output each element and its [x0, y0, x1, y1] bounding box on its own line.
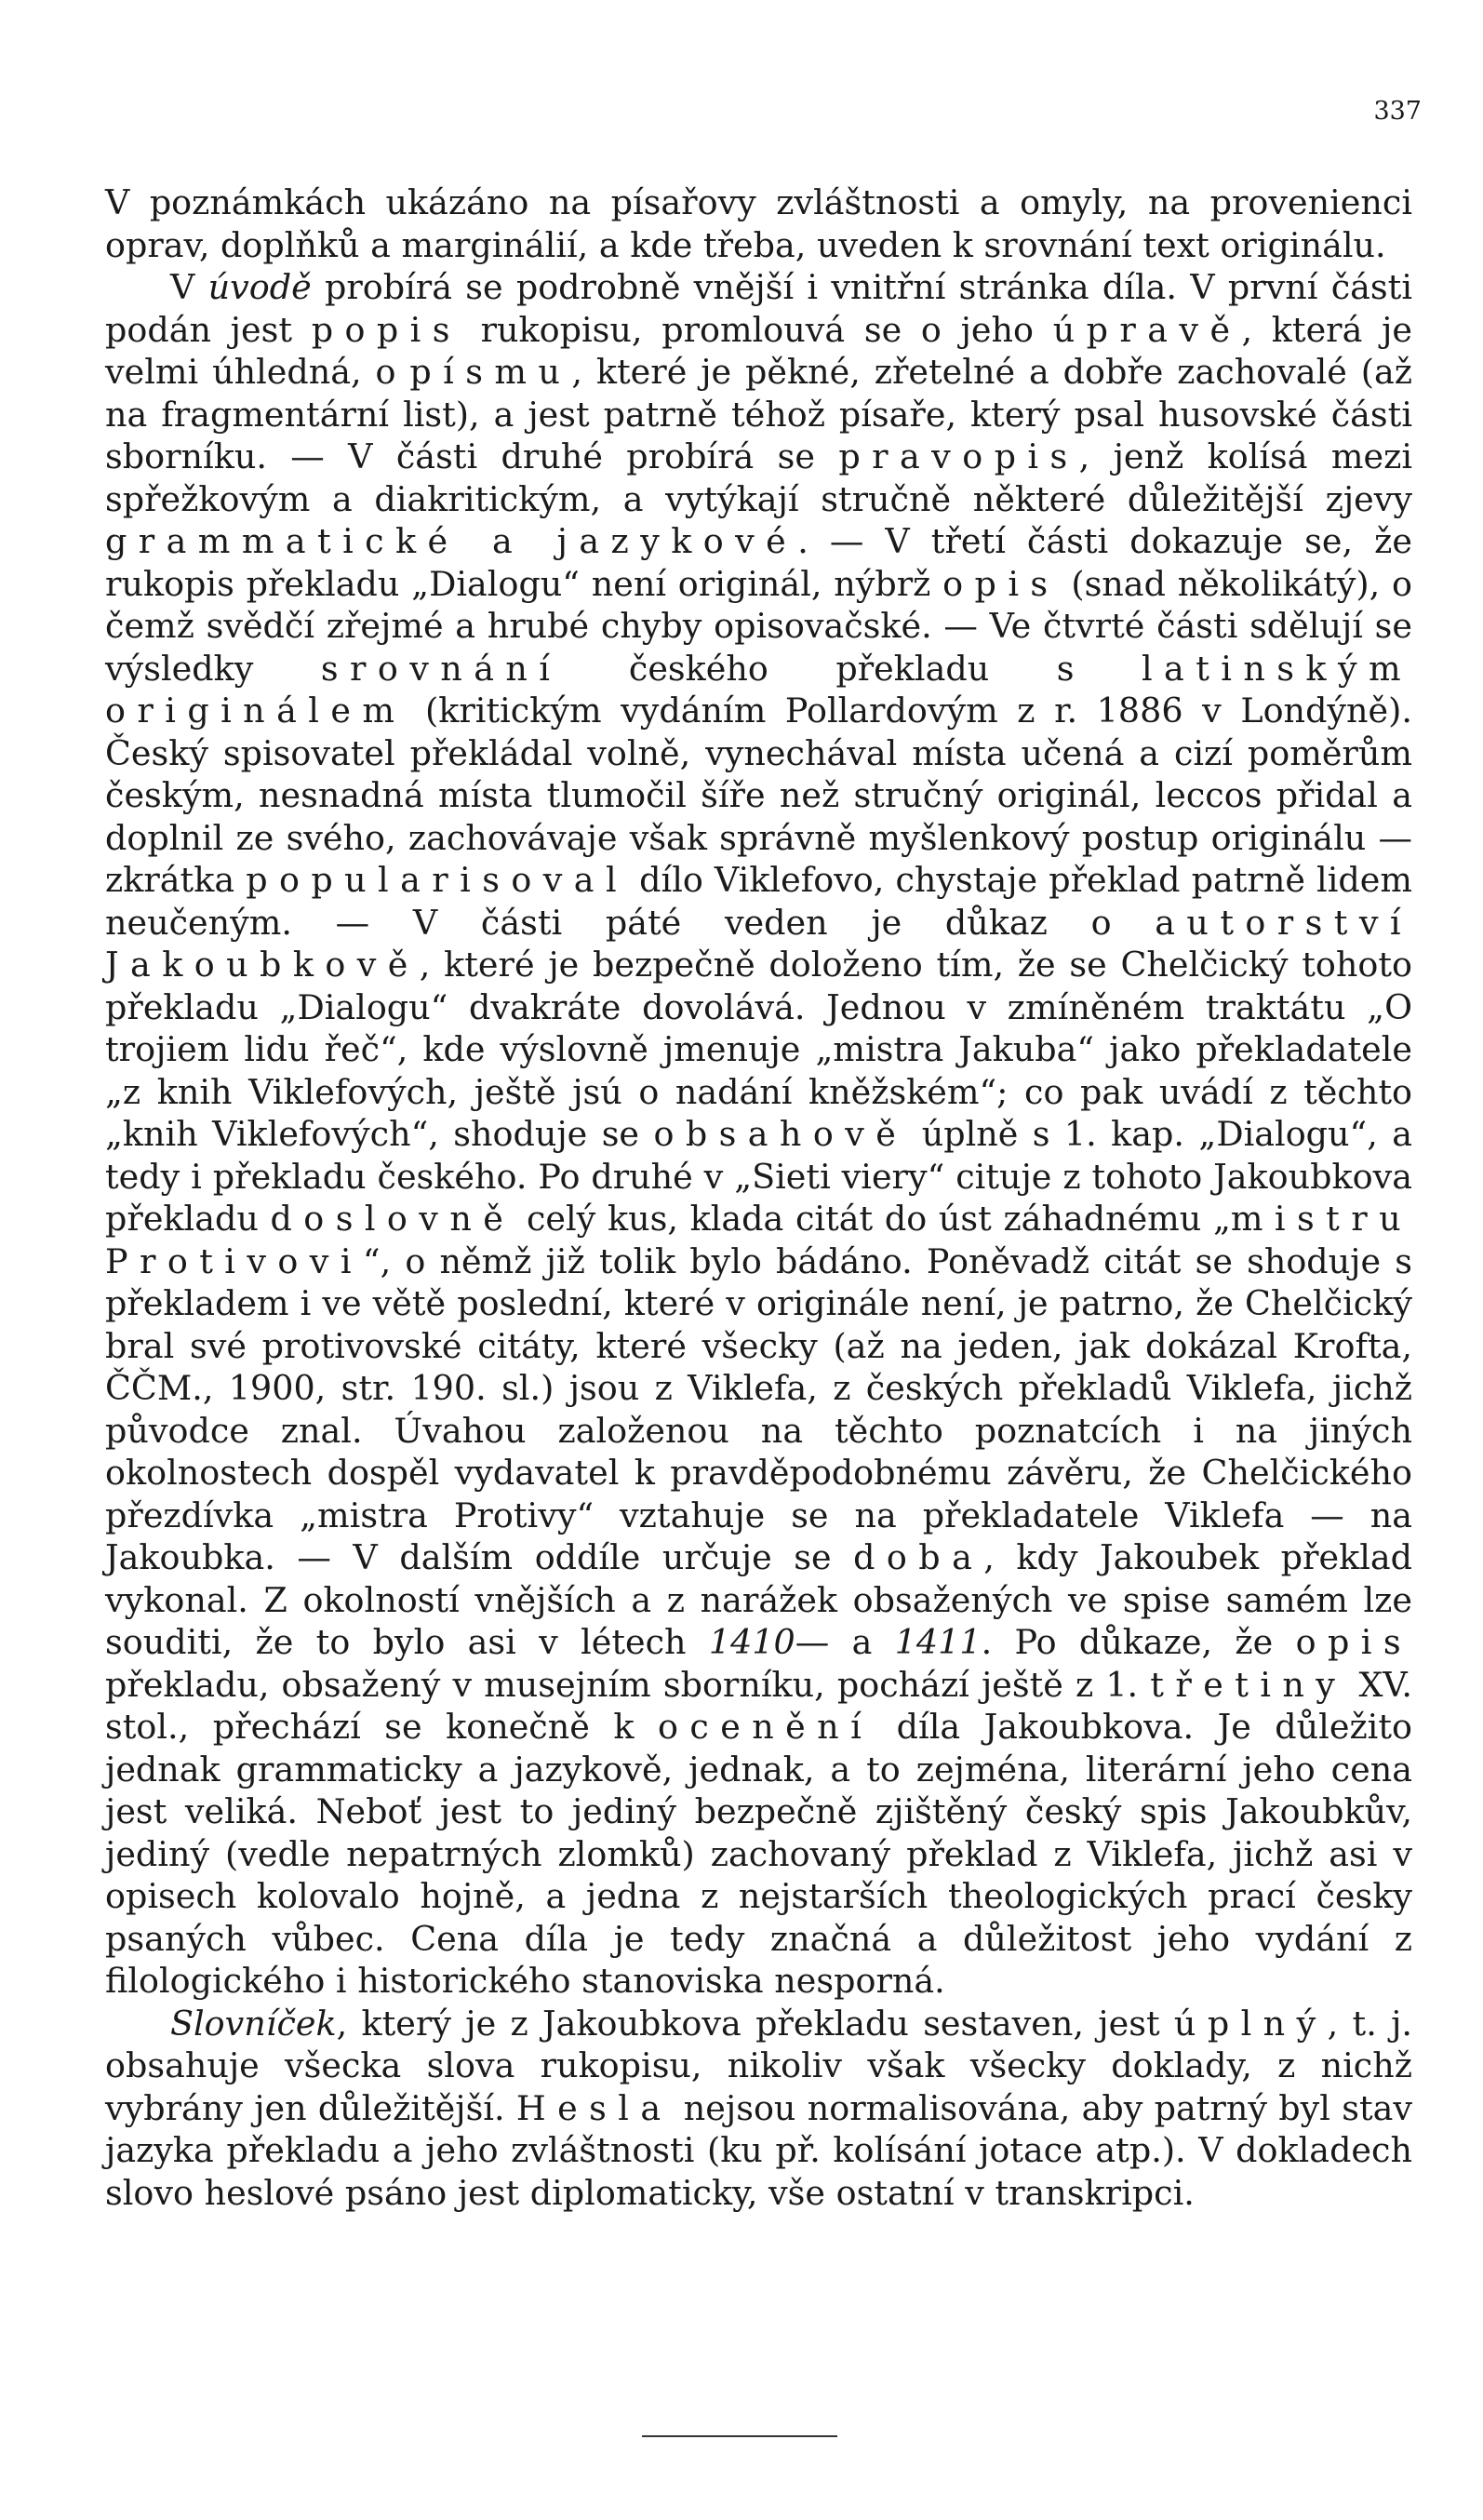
paragraph: [105, 266, 1412, 2003]
text-run: , která je velmi úhledná, o: [105, 309, 1412, 392]
text-run: XV. stol., přechází se konečně k: [105, 1664, 1413, 1747]
text-run: (kritickým vydáním Pollardovým z r. 1886 v Londýně). Český spisovatel překládal volně, vynechával místa učená a cizí poměrům českým, nesnadná místa tlumočil šíře než stručný originál, leccos přidal a doplnil ze svého, zachovávaje však správně myšlenkový postup originálu — zkrátka: [105, 690, 1412, 900]
text-run: nejsou normalisována, aby patrný byl stav jazyka překladu a jeho zvláštnosti (ku př. kolísání jotace atp.). V dokladech slovo heslové psáno jest diplomaticky, vše ostatní v transkripci.: [105, 2087, 1412, 2213]
emphasis-spaced: opis: [942, 563, 1060, 604]
text-run: , kdy Jakoubek překlad vykonal. Z okolností vnějších a z narážek obsažených ve spise samém lze souditi, že to bylo asi v létech: [105, 1537, 1412, 1662]
emphasis-spaced: písmu: [409, 352, 572, 392]
text-run: dílo Viklefovo, chystaje překlad patrně lidem neučeným. — V části páté veden je důkaz o: [105, 860, 1412, 943]
text-run: , který je z Jakoubkova překladu sestaven, jest: [336, 2003, 1174, 2044]
emphasis-spaced: doba: [853, 1537, 984, 1577]
emphasis-italic: 1411: [894, 1622, 982, 1662]
emphasis-spaced: pravopis: [838, 436, 1079, 476]
emphasis-spaced: třetiny: [1150, 1664, 1347, 1705]
text-run: , které je pěkné, zřetelné a dobře zachovalé (až na fragmentární list), a jest patrně téhož písaře, který psal husovské části sborníku. — V části druhé probírá se: [105, 352, 1412, 476]
text-run: “, o němž již tolik bylo bádáno. Poněvadž citát se shoduje s překladem i ve větě poslední, které v originále není, je patrno, že Chelčický bral své protivovské citáty, které všecky (až na jeden, jak dokázal Krofta, ČČM., 1900, str. 190. sl.) jsou z Viklefa, z českých překladů Viklefa, jichž původce znal. Úvahou založenou na těchto poznatcích i na jiných okolnostech dospěl vydavatel k pravděpodobnému závěru, že Chelčického přezdívka „mistra Protivy“ vztahuje se na překladatele Viklefa — na Jakoubka. — V dalším oddíle určuje se: [105, 1240, 1412, 1577]
emphasis-spaced: opis: [1295, 1622, 1412, 1662]
paragraph: [105, 181, 1412, 266]
page-number: 337: [1373, 97, 1422, 126]
text-run: V poznámkách ukázáno na písařovy zvláštnosti a omyly, na provenienci oprav, doplňků a marginálií, a kde třeba, uveden k srovnání text originálu.: [105, 182, 1412, 265]
emphasis-spaced: srovnání: [320, 648, 562, 689]
emphasis-italic: 1410: [708, 1622, 795, 1662]
emphasis-italic: úvodě: [207, 267, 312, 307]
article-body: [105, 181, 1412, 2214]
emphasis-spaced: autorství Jakoubkově: [105, 902, 1412, 985]
text-run: , které je bezpečně doloženo tím, že se Chelčický tohoto překladu „Dialogu“ dvakráte dovolává. Jednou v zmíněném traktátu „O trojiem lidu řeč“, kde výslovně jmenuje „mistra Jakuba“ jako překladatele „z knih Viklefových, ještě jsú o nadání kněžském“; co pak uvádí z těchto „knih Viklefových“, shoduje se: [105, 945, 1412, 1154]
text-run: — a: [795, 1622, 895, 1662]
emphasis-spaced: mistru Protivovi: [105, 1199, 1412, 1281]
paragraph: [105, 2003, 1412, 2215]
text-run: V: [170, 267, 208, 307]
emphasis-spaced: ocenění: [657, 1707, 874, 1747]
emphasis-spaced: obsahově: [653, 1114, 908, 1154]
text-run: díla Jakoubkova. Je důležito jednak grammaticky a jazykově, jednak, a to zejména, literární jeho cena jest veliká. Neboť jest to jediný bezpečně zjištěný český spis Jakoubkův, jediný (vedle nepatrných zlomků) zachovaný překlad z Viklefa, jichž asi v opisech kolovalo hojně, a jedna z nejstarších theologických prací česky psaných vůbec. Cena díla je tedy značná a důležitost jeho vydání z filologického i historického stanoviska nesporná.: [105, 1707, 1412, 2001]
emphasis-spaced: grammatické a jazykové: [105, 521, 798, 561]
emphasis-spaced: popis: [311, 309, 461, 350]
text-run: překladu, obsažený v musejním sborníku, pochází ještě z 1.: [105, 1664, 1151, 1705]
emphasis-italic: Slovníček: [170, 2003, 337, 2044]
text-run: probírá se podrobně vnější i vnitřní stránka díla. V první části podán jest: [105, 267, 1412, 350]
text-run: (snad několikátý), o čemž svědčí zřejmé a hrubé chyby opisovačské. — Ve čtvrté části sdělují se výsledky: [105, 563, 1412, 689]
emphasis-spaced: Hesla: [515, 2087, 673, 2128]
text-run: úplně s 1. kap. „Dialogu“, a tedy i překladu českého. Po druhé v „Sieti viery“ cituje z tohoto Jakoubkova překladu: [105, 1114, 1412, 1239]
text-run: českého překladu s: [561, 648, 1142, 689]
text-run: , t. j. obsahuje všecka slova rukopisu, nikoliv však všecky doklady, z nichž vybrány jen důležitější.: [105, 2003, 1412, 2128]
text-run: rukopisu, promlouvá se o jeho: [461, 309, 1053, 350]
text-run: . Po důkaze, že: [981, 1622, 1296, 1662]
footer-separator-line: [642, 2435, 837, 2437]
emphasis-spaced: latinským originálem: [105, 648, 1413, 731]
emphasis-spaced: doslovně: [270, 1199, 515, 1239]
text-run: . — V třetí části dokazuje se, že rukopis překladu „Dialogu“ není originál, nýbrž: [105, 521, 1412, 604]
text-run: , jenž kolísá mezi spřežkovým a diakritickým, a vytýkají stručně některé důležitější zjevy: [105, 436, 1412, 519]
text-run: celý kus, klada citát do úst záhadnému „: [514, 1199, 1231, 1239]
emphasis-spaced: úplný: [1173, 2003, 1328, 2044]
emphasis-spaced: popularisoval: [246, 860, 629, 900]
emphasis-spaced: úpravě: [1052, 309, 1242, 350]
